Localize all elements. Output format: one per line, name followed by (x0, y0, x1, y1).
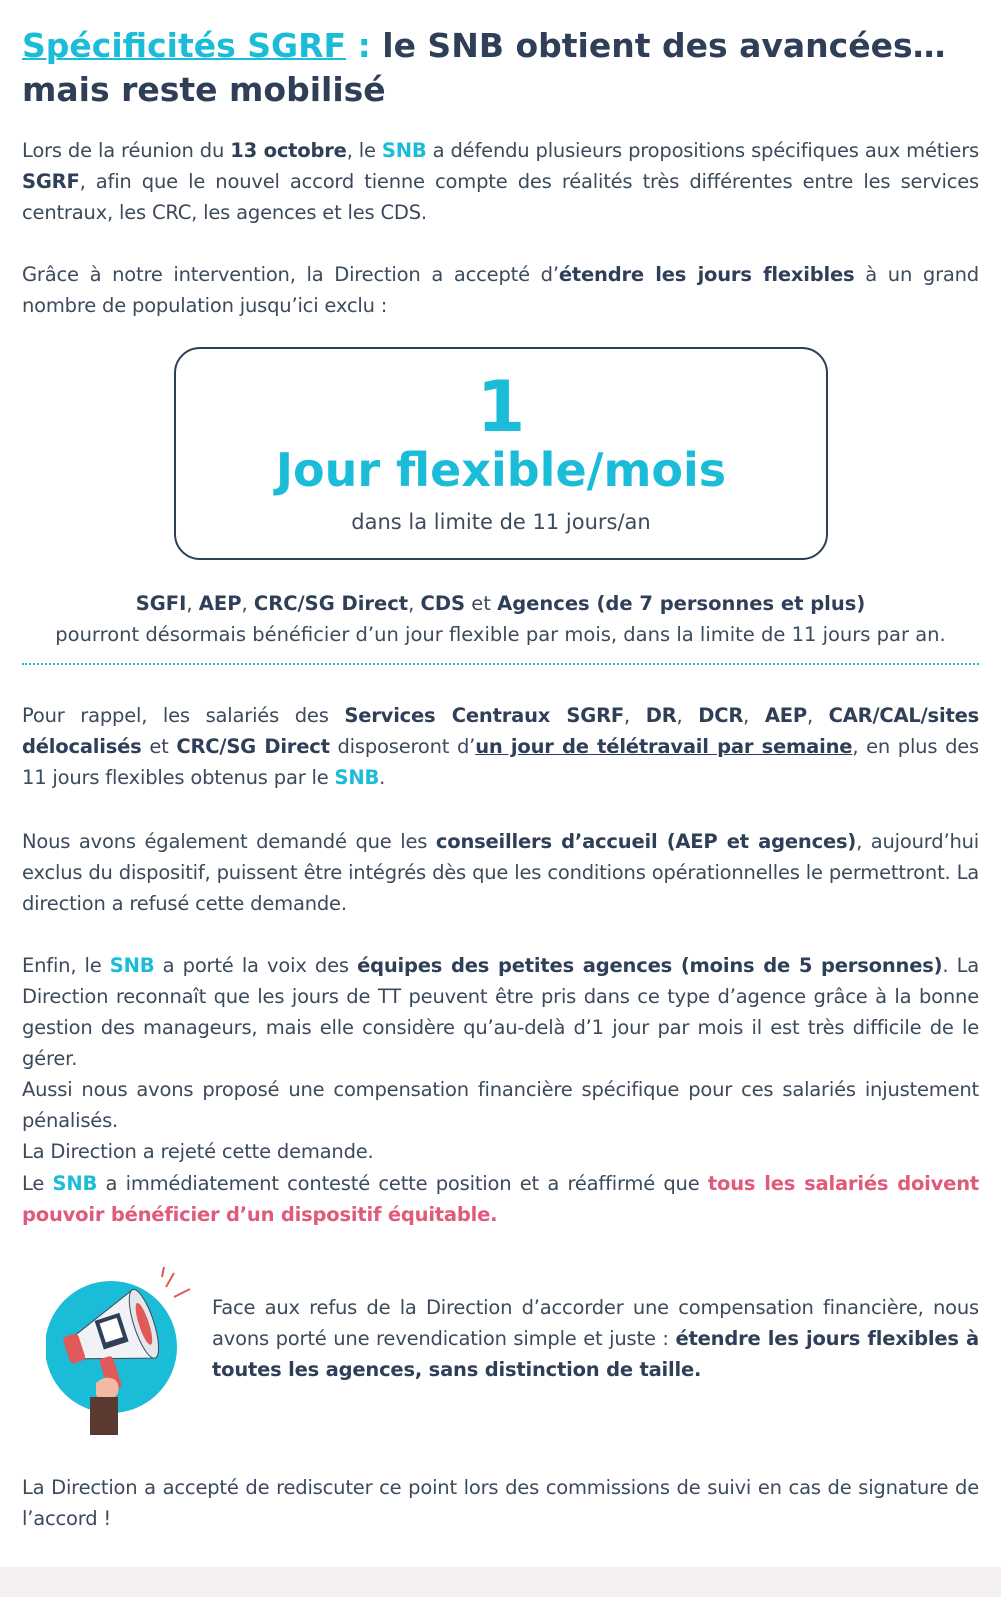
separator: , (624, 704, 646, 727)
snb-name: SNB (334, 766, 380, 789)
text: Grâce à notre intervention, la Direction a accepté d’ (22, 263, 559, 286)
separator: , (676, 704, 699, 727)
separator: et (465, 592, 498, 615)
flex-days-bold: étendre les jours flexibles (558, 263, 855, 286)
bold-term: CAR/CAL/sites délocalisés (22, 704, 980, 758)
text: Lors de la réunion du (22, 139, 231, 162)
flex-day-highlight-box (174, 347, 828, 560)
text: Pour rappel, les salariés des (22, 704, 345, 727)
text: La Direction a accepté de rediscuter ce point lors des commissions de suivi en cas de signature de l’accord ! (22, 1476, 979, 1530)
text: et (141, 735, 177, 758)
intervention-paragraph (22, 259, 979, 321)
conclusion-paragraph (22, 1472, 979, 1534)
bold-term: étendre les jours flexibles à toutes les agences, sans distinction de taille. (212, 1327, 979, 1381)
date-bold: 13 octobre (230, 139, 347, 162)
text: Face aux refus de la Direction d’accorder une compensation financière, nous avons porté une revendication simple et juste : (212, 1296, 979, 1350)
beneficiary: SGFI (135, 592, 187, 615)
bold-term: DR (645, 704, 677, 727)
separator: , (241, 592, 254, 615)
small-agencies-paragraph (22, 950, 979, 1167)
title-highlight: Spécificités SGRF (22, 26, 347, 65)
dotted-divider (22, 663, 979, 665)
bold-term: équipes des petites agences (moins de 5 personnes) (357, 954, 943, 977)
beneficiary: Agences (de 7 personnes et plus) (497, 592, 866, 615)
text: , en plus des 11 jours flexibles obtenus par le (22, 735, 980, 789)
megaphone-icon (46, 1265, 196, 1435)
text: disposeront d’ (329, 735, 476, 758)
bold-term: AEP (764, 704, 807, 727)
text: Le (22, 1172, 53, 1195)
reception-advisors-paragraph (22, 826, 979, 919)
snb-name: SNB (109, 954, 155, 977)
text: , aujourd’hui exclus du dispositif, puissent être intégrés dès que les conditions opérationnelles le permettront. La direction a refusé cette demande. (22, 830, 979, 915)
telework-underlined: un jour de télétravail par semaine (475, 735, 853, 758)
beneficiaries-detail: pourront désormais bénéficier d’un jour flexible par mois, dans la limite de 11 jours par an. (55, 623, 946, 646)
text: a défendu plusieurs propositions spécifiques aux métiers (426, 139, 979, 162)
text: à un grand nombre de population jusqu’ici exclu : (22, 263, 979, 317)
sgrf-bold: SGRF (22, 170, 80, 193)
separator: , (806, 704, 829, 727)
bold-term: CRC/SG Direct (176, 735, 330, 758)
separator: , (743, 704, 765, 727)
text: a immédiatement contesté cette position et a réaffirmé que (97, 1172, 708, 1195)
beneficiary: CDS (420, 592, 466, 615)
title-colon: : (346, 26, 371, 65)
snb-name: SNB (52, 1172, 98, 1195)
text: a porté la voix des (154, 954, 358, 977)
beneficiary: AEP (198, 592, 242, 615)
bold-term: DCR (698, 704, 744, 727)
text: Nous avons également demandé que les (22, 830, 436, 853)
text: , le (346, 139, 382, 162)
flex-day-number: 1 (476, 366, 526, 448)
bold-term: Services Centraux SGRF (344, 704, 625, 727)
text: . (379, 766, 386, 789)
demand-paragraph (212, 1292, 979, 1385)
beneficiary: CRC/SG Direct (253, 592, 409, 615)
reminder-paragraph (22, 700, 979, 793)
bold-term: conseillers d’accueil (AEP et agences) (435, 830, 857, 853)
intro-paragraph (22, 135, 979, 228)
text: . La Direction reconnaît que les jours de TT peuvent être pris dans ce type d’agence grâce à la bonne gestion des manageurs, mais elle considère qu’au-delà d’1 jour par mois il est très difficile de le gérer. (22, 954, 979, 1070)
separator: , (186, 592, 199, 615)
text: Aussi nous avons proposé une compensation financière spécifique pour ces salariés injustement pénalisés. (22, 1078, 979, 1132)
text: La Direction a rejeté cette demande. (22, 1140, 374, 1163)
page-title (22, 24, 979, 112)
pink-emphasis: tous les salariés doivent pouvoir bénéficier d’un dispositif équitable. (22, 1172, 979, 1226)
snb-name: SNB (381, 139, 427, 162)
separator: , (408, 592, 421, 615)
flex-day-limit: dans la limite de 11 jours/an (351, 510, 651, 534)
flex-day-label: Jour flexible/mois (275, 443, 727, 497)
contest-paragraph (22, 1168, 979, 1230)
title-rest: le SNB obtient des avancées… mais reste mobilisé (22, 26, 946, 109)
footer-band (0, 1567, 1001, 1597)
text: , afin que le nouvel accord tienne compte des réalités très différentes entre les services centraux, les CRC, les agences et les CDS. (22, 170, 979, 224)
beneficiaries-list (22, 588, 979, 650)
text: Enfin, le (22, 954, 110, 977)
